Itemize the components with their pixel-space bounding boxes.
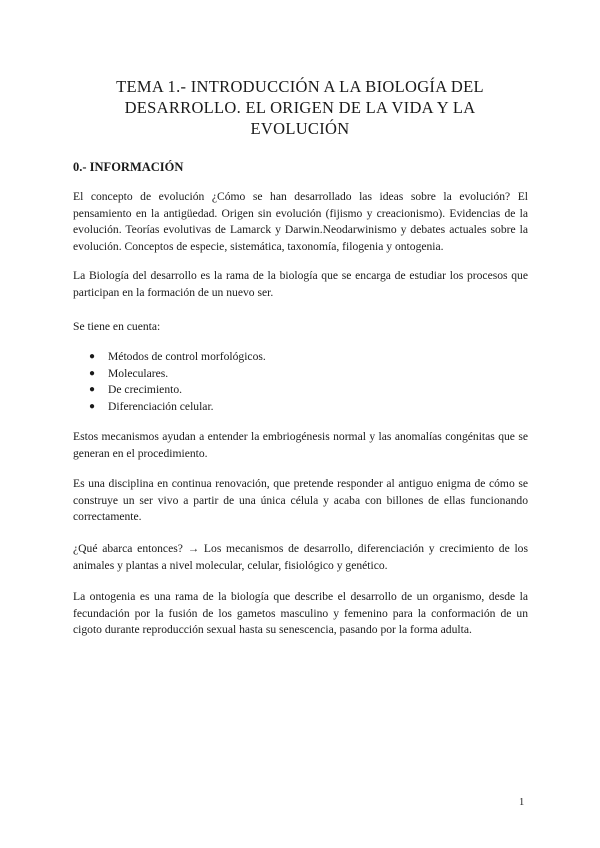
list-item xyxy=(73,366,266,383)
paragraph-definition: La Biología del desarrollo es la rama de la biología que se encarga de estudiar los procesos que participan en la formación de un nuevo ser. xyxy=(73,269,528,299)
considerations-list xyxy=(73,349,266,415)
bullet-icon: ● xyxy=(89,367,96,379)
paragraph-evolution-intro: El concepto de evolución ¿Cómo se han desarrollado las ideas sobre la evolución? El pensamiento en la antigüedad. Origen sin evolución (fijismo y creacionismo). Evidencias de la evolución. Teorías evolutivas de Lamarck y Darwin.Neodarwinismo y debates actuales sobre la evolución. Conceptos de especie, sistemática, taxonomía, filogenia y ontogenia. xyxy=(73,190,528,253)
paragraph-ontogeny: La ontogenia es una rama de la biología que describe el desarrollo de un organismo, desde la fecundación por la fusión de los gametos masculino y femenino para la conformación de un cigoto durante reproducción sexual hasta su senescencia, pasando por la forma adulta. xyxy=(73,590,528,636)
paragraph-renewal: Es una disciplina en continua renovación, que pretende responder al antiguo enigma de cómo se construye un ser vivo a partir de una única célula y acaba con billones de ellas funcionando correctamente. xyxy=(73,477,528,523)
title-line-1: TEMA 1.- INTRODUCCIÓN A LA BIOLOGÍA DEL xyxy=(116,77,484,96)
bullet-icon: ● xyxy=(89,400,96,412)
list-item-text: Moleculares. xyxy=(108,366,169,380)
list-item xyxy=(73,399,266,416)
bullet-icon: ● xyxy=(89,384,96,395)
paragraph-mechanisms: Estos mecanismos ayudan a entender la embriogénesis normal y las anomalías congénitas que se generan en el procedimiento. xyxy=(73,430,528,460)
list-item-text: Diferenciación celular. xyxy=(108,399,214,413)
paragraph-scope: ¿Qué abarca entonces? → Los mecanismos de desarrollo, diferenciación y crecimiento de los animales y plantas a nivel molecular, celular, fisiológico y genético. xyxy=(73,542,528,572)
list-item xyxy=(73,349,266,366)
section-heading: 0.- INFORMACIÓN xyxy=(73,160,184,174)
list-item-text: Métodos de control morfológicos. xyxy=(108,350,266,363)
title-line-2: DESARROLLO. EL ORIGEN DE LA VIDA Y LA xyxy=(124,98,476,117)
title-line-3: EVOLUCIÓN xyxy=(250,119,350,138)
page-title xyxy=(100,76,500,139)
paragraph-considerations-intro: Se tiene en cuenta: xyxy=(73,320,161,333)
list-item xyxy=(73,382,266,399)
page-number: 1 xyxy=(519,797,525,808)
list-item-text: De crecimiento. xyxy=(108,383,183,396)
bullet-icon: ● xyxy=(89,351,96,362)
